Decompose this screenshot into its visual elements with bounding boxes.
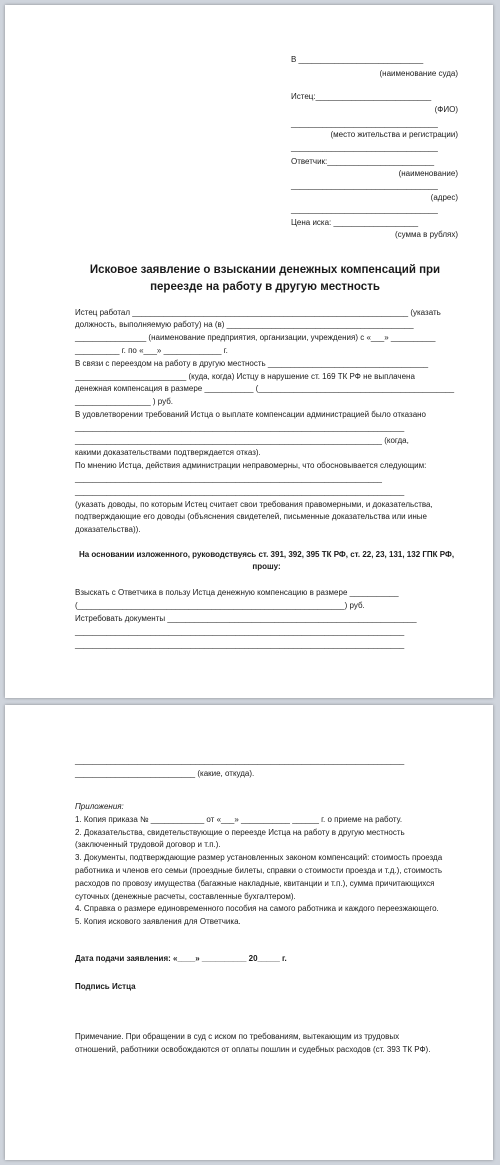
body-line: доказательства)). [75, 525, 141, 534]
plaintiff-signature-label: Подпись Истца [75, 982, 136, 991]
body-line: __________________________________________________________________________ [75, 487, 405, 496]
court-line: В ____________________________ [291, 55, 424, 64]
body-line: Истец работал ______________________________________________________________ (указать [75, 308, 441, 317]
residence-hint: (место жительства и регистрации) [330, 130, 458, 139]
header-blank-line: _________________________________ [291, 143, 438, 152]
header-blank-line: _________________________________ [291, 181, 438, 190]
body-line: __________________________________________________________________________ [75, 627, 405, 636]
body-line: _____________________________________________________________________ (когда, [75, 436, 409, 445]
attachment-item: работника и членов его семьи (проездные билеты, справки о стоимости проезда и т.д.), стоимость [75, 866, 443, 875]
address-hint: (адрес) [430, 193, 458, 202]
filing-date-line: Дата подачи заявления: «____» __________ 20_____ г. [75, 954, 287, 963]
court-hint: (наименование суда) [379, 69, 458, 78]
body-line: По мнению Истца, действия администрации неправомерны, что обосновывается следующим: [75, 461, 427, 470]
note-line: Примечание. При обращении в суд с иском по требованиям, вытекающим из трудовых [75, 1032, 400, 1041]
attachment-item: 1. Копия приказа № ____________ от «___» ___________ ______ г. о приеме на работу. [75, 815, 403, 824]
body-line: должность, выполняемую работу) на (в) __________________________________________ [75, 320, 414, 329]
document-page-2 [5, 705, 493, 1160]
body-line: (указать доводы, по которым Истец считает свои требования правомерными, и доказательства, [75, 500, 433, 509]
body-line: (____________________________________________________________) руб. [75, 601, 365, 610]
attachments-heading: Приложения: [75, 802, 124, 811]
body-line: ___________________________ (какие, откуда). [75, 769, 255, 778]
body-line: __________________________________________________________________________ [75, 756, 405, 765]
body-line: В связи с переездом на работу в другую местность ____________________________________ [75, 359, 429, 368]
claim-price-line: Цена иска: ___________________ [291, 218, 419, 227]
body-line: какими доказательствами подтверждается отказ). [75, 448, 261, 457]
note-line: отношений, работники освобождаются от оплаты пошлин и судебных расходов (ст. 393 ТК РФ). [75, 1045, 431, 1054]
body-line: __________________________________________________________________________ [75, 640, 405, 649]
attachment-item: 3. Документы, подтверждающие размер установленных законом компенсаций: стоимость проезда [75, 853, 443, 862]
request-heading: На основании изложенного, руководствуясь ст. 391, 392, 395 ТК РФ, ст. 22, 23, 131, 132 ГПК РФ, прошу: [78, 550, 455, 571]
attachment-item: (заключенный трудовой договор и т.п.). [75, 840, 221, 849]
header-blank-line: _________________________________ [291, 119, 438, 128]
document-title: Исковое заявление о взыскании денежных компенсаций при переезде на работу в другую местность [89, 264, 441, 293]
body-line: Взыскать с Ответчика в пользу Истца денежную компенсацию в размере ___________ [75, 588, 399, 597]
body-line: подтверждающие его доводы (объяснения свидетелей, письменные доказательства или иные [75, 512, 427, 521]
document-page-1 [5, 5, 493, 698]
plaintiff-line: Истец:__________________________ [291, 92, 432, 101]
body-line: _____________________________________________________________________ [75, 474, 382, 483]
body-line: __________ г. по «___» _____________ г. [75, 346, 228, 355]
body-line: __________________________________________________________________________ [75, 423, 405, 432]
attachment-item: 5. Копия искового заявления для Ответчика. [75, 917, 241, 926]
attachment-item: расходов по провозу имущества (багажные накладные, квитанции и т.п.), сумма причитающихся [75, 879, 435, 888]
body-line: _________________ ) руб. [75, 397, 173, 406]
claim-price-hint: (сумма в рублях) [394, 230, 458, 239]
attachment-item: 2. Доказательства, свидетельствующие о переезде Истца на работу в другую местность [75, 828, 405, 837]
plaintiff-hint: (ФИО) [434, 105, 458, 114]
defendant-hint: (наименование) [398, 169, 458, 178]
body-line: Истребовать документы ________________________________________________________ [75, 614, 417, 623]
body-line: В удовлетворении требований Истца о выплате компенсации администрацией было отказано [75, 410, 427, 419]
body-line: денежная компенсация в размере ___________ (____________________________________________ [75, 384, 455, 393]
attachment-item: суточных (денежные расчеты, составленные бухгалтером). [75, 892, 296, 901]
body-line: ________________ (наименование предприятия, организации, учреждения) с «___» __________ [75, 333, 436, 342]
body-line: _________________________ (куда, когда) Истцу в нарушение ст. 169 ТК РФ не выплачена [75, 372, 415, 381]
defendant-line: Ответчик:________________________ [291, 157, 435, 166]
attachment-item: 4. Справка о размере единовременного пособия на самого работника и каждого переезжающего. [75, 904, 439, 913]
header-blank-line: _________________________________ [291, 205, 438, 214]
